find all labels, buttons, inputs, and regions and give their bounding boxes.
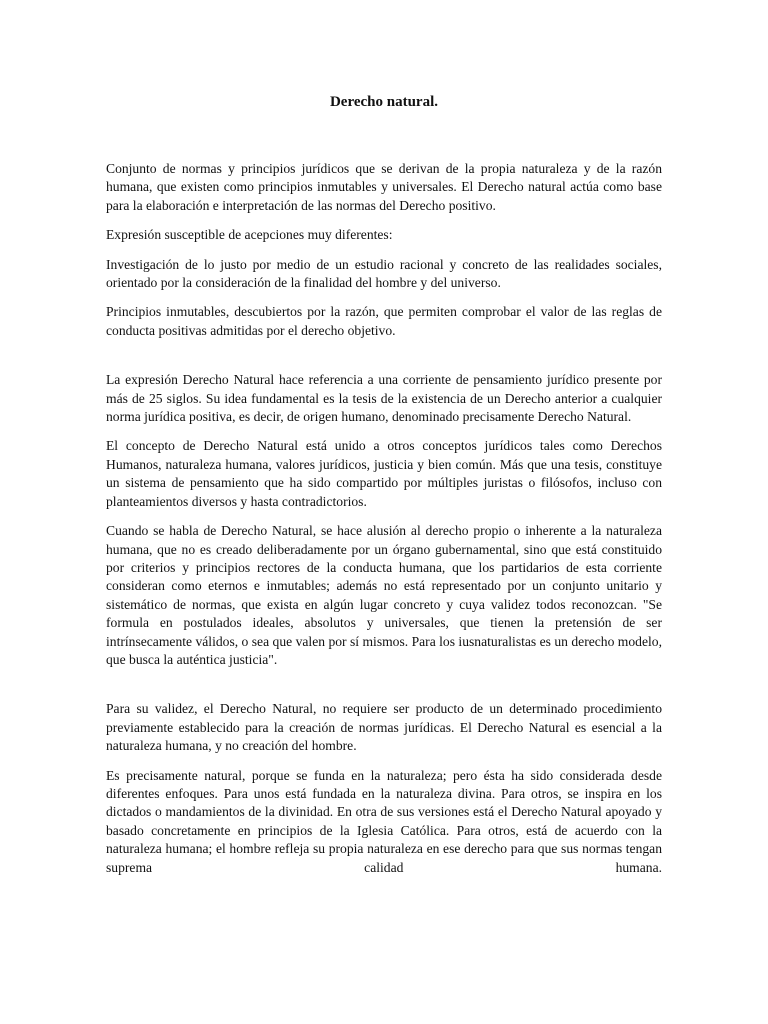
- paragraph-naturaleza: Es precisamente natural, porque se funda en la naturaleza; pero ésta ha sido considerada desde diferentes enfoques. Para unos está fundada en la naturaleza divina. Para otros, se inspira en los dictados o mandamientos de la divinidad. En otra de sus versiones está el Derecho Natural apoyado y basado concretamente en principios de la Iglesia Católica. Para otros, está de acuerdo con la naturaleza humana; el hombre refleja su propia naturaleza en ese derecho para que sus normas tengan suprema calidad humana.: [106, 767, 662, 875]
- paragraph-validez: Para su validez, el Derecho Natural, no requiere ser producto de un determinado procedimiento previamente establecido para la creación de normas jurídicas. El Derecho Natural es esencial a la naturaleza humana, y no creación del hombre.: [106, 701, 662, 754]
- document-body: [106, 160, 662, 888]
- paragraph-investigacion: Investigación de lo justo por medio de un estudio racional y concreto de las realidades sociales, orientado por la consideración de la finalidad del hombre y del universo.: [106, 256, 662, 291]
- paragraph-definition: Conjunto de normas y principios jurídicos que se derivan de la propia naturaleza y de la razón humana, que existen como principios inmutables y universales. El Derecho natural actúa como base para la elaboración e interpretación de las normas del Derecho positivo.: [106, 161, 662, 213]
- paragraph-concepto: El concepto de Derecho Natural está unido a otros conceptos jurídicos tales como Derechos Humanos, naturaleza humana, valores jurídicos, justicia y bien común. Más que una tesis, constituye un sistema de pensamiento que ha sido compartido por múltiples juristas o filósofos, incluso con planteamientos diversos y hasta contradictorios.: [106, 438, 662, 509]
- paragraph-acepciones: Expresión susceptible de acepciones muy diferentes:: [106, 227, 393, 243]
- paragraph-expresion: La expresión Derecho Natural hace referencia a una corriente de pensamiento jurídico presente por más de 25 siglos. Su idea fundamental es la tesis de la existencia de un Derecho anterior a cualquier norma jurídica positiva, es decir, de origen humano, denominado precisamente Derecho Natural.: [106, 372, 662, 425]
- document-title: Derecho natural.: [329, 94, 439, 110]
- paragraph-alusion: Cuando se habla de Derecho Natural, se hace alusión al derecho propio o inherente a la naturaleza humana, que no es creado deliberadamente por un órgano gubernamental, sino que está constituido por criterios y principios rectores de la conducta humana, que los partidarios de esta corriente consideran como eternos e inmutables; además no está representado por un conjunto unitario y sistemático de normas, que exista en algún lugar concreto y cuya validez todos reconozcan. "Se formula en postulados ideales, absolutos y universales, que tienen la pretensión de ser intrínsecamente válidos, o sea que valen por sí mismos. Para los iusnaturalistas es un derecho modelo, que busca la auténtica justicia".: [106, 523, 662, 667]
- paragraph-principios: Principios inmutables, descubiertos por la razón, que permiten comprobar el valor de las reglas de conducta positivas admitidas por el derecho objetivo.: [106, 304, 662, 338]
